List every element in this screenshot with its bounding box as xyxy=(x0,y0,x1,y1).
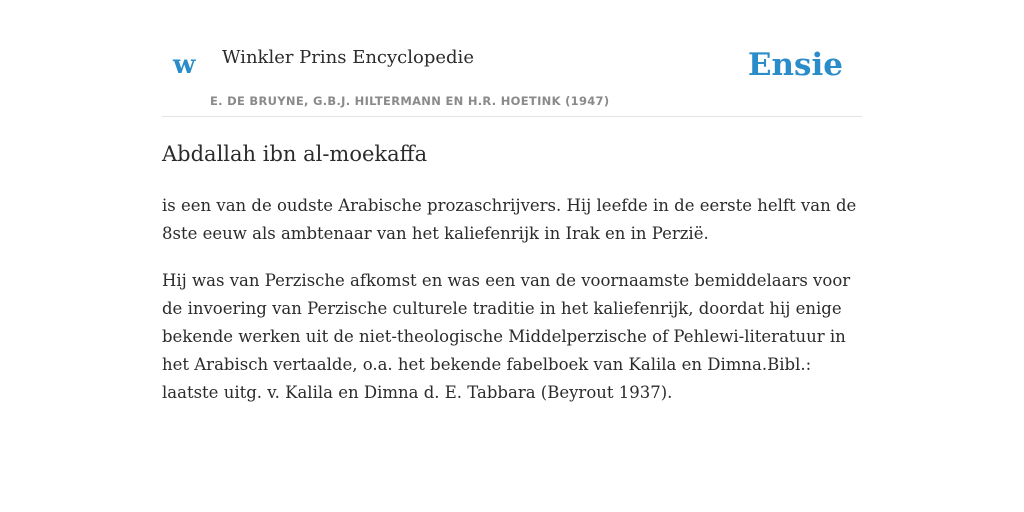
publication-authors: E. DE BRUYNE, G.B.J. HILTERMANN EN H.R. HOETINK (1947) xyxy=(210,94,610,108)
publication-logo[interactable]: w xyxy=(173,50,196,80)
ensie-logo[interactable]: Ensie xyxy=(747,47,843,83)
article xyxy=(162,138,862,407)
article-title: Abdallah ibn al-moekaffa xyxy=(162,142,428,166)
article-paragraph-2: Hij was van Perzische afkomst en was een van de voornaamste bemiddelaars voor de invoering van Perzische culturele traditie in het kaliefenrijk, doordat hij enige bekende werken uit de niet-theologische Middelperzische of Pehlewi-literatuur in het Arabisch vertaalde, o.a. het bekende fabelboek van Kalila en Dimna.Bibl.: laatste uitg. v. Kalila en Dimna d. E. Tabbara (Beyrout 1937). xyxy=(162,271,851,402)
article-paragraph-1: is een van de oudste Arabische prozaschrijvers. Hij leefde in de eerste helft van de 8ste eeuw als ambtenaar van het kaliefenrijk in Irak en in Perzië. xyxy=(162,196,857,243)
publication-header xyxy=(162,0,862,117)
publication-title[interactable]: Winkler Prins Encyclopedie xyxy=(222,47,474,68)
